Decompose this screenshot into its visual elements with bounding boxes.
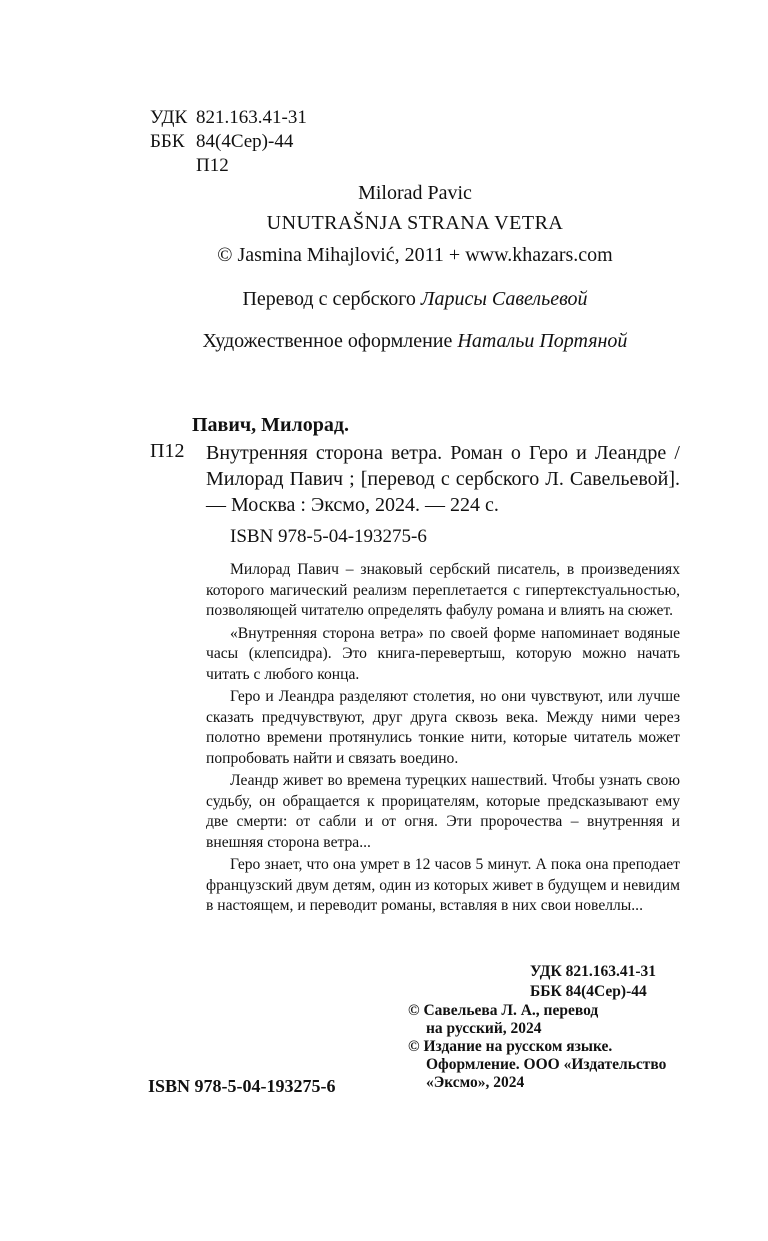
- original-copyright: © Jasmina Mihajlović, 2011 + www.khazars.com: [217, 244, 613, 266]
- bbk-label: ББК: [150, 131, 185, 152]
- copyright-translation-line: © Савельева Л. А., перевод: [408, 1002, 599, 1019]
- bib-code: П12: [150, 440, 185, 462]
- copyright-translation-line: на русский, 2024: [426, 1020, 542, 1037]
- original-author: Milorad Pavic: [358, 182, 472, 204]
- udk-label: УДК: [150, 107, 188, 128]
- classification-block: [150, 106, 307, 178]
- translation-credit: [150, 288, 680, 311]
- footer-udk: УДК 821.163.41-31: [530, 963, 656, 980]
- footer-classification: [530, 962, 656, 1002]
- copyright-edition-line: Оформление. ООО «Издательство: [426, 1056, 667, 1073]
- footer-isbn: ISBN 978-5-04-193275-6: [148, 1076, 336, 1096]
- translation-prefix: Перевод с сербского: [242, 288, 416, 310]
- design-credit: [150, 330, 680, 353]
- designer-name: Натальи Портяной: [457, 330, 628, 352]
- author-mark-row: [150, 154, 307, 178]
- annotation-paragraph: Милорад Павич – знаковый сербский писатель, в произведениях которого магический реализм переплетается с гипертекстуальностью, позволяющей читателю определять фабулу романа и влиять на сюжет.: [206, 561, 680, 619]
- copyright-edition-line: «Эксмо», 2024: [426, 1074, 525, 1091]
- original-title: UNUTRAŠNJA STRANA VETRA: [266, 212, 564, 234]
- annotation-paragraph: Геро и Леандра разделяют столетия, но они чувствуют, или лучше сказать предчувствуют, друг друга сквозь века. Между ними через полотно времени протянулись тонкие нити, которые читатель может попробовать найти и связать воедино.: [206, 688, 680, 767]
- bib-isbn: ISBN 978-5-04-193275-6: [230, 526, 427, 547]
- bib-description: Внутренняя сторона ветра. Роман о Геро и Леандре / Милорад Павич ; [перевод с сербского Л. Савельевой]. — Москва : Эксмо, 2024. — 224 с.: [206, 442, 680, 516]
- annotation-paragraph: «Внутренняя сторона ветра» по своей форме напоминает водяные часы (клепсидра). Это книга-перевертыш, которую можно начать читать с любого конца.: [206, 624, 680, 683]
- bbk-value: 84(4Сер)-44: [196, 131, 294, 152]
- footer-copyrights: [408, 1002, 698, 1092]
- udk-value: 821.163.41-31: [196, 107, 307, 128]
- udk-row: [150, 106, 307, 130]
- design-prefix: Художественное оформление: [202, 330, 453, 352]
- annotation-paragraph: Леандр живет во времена турецких нашествий. Чтобы узнать свою судьбу, он обращается к прорицателям, которые предсказывают ему две смерти: от сабли и от огня. Эти пророчества – внутренняя и внешняя сторона ветра...: [206, 772, 680, 851]
- annotation-paragraph: Геро знает, что она умрет в 12 часов 5 минут. А пока она преподает французский двум детям, один из которых живет в будущем и невидим в настоящем, и переводит романы, вставляя в них свои новеллы...: [206, 856, 680, 914]
- bib-heading: Павич, Милорад.: [192, 414, 350, 436]
- bbk-row: [150, 130, 307, 154]
- translator-name: Ларисы Савельевой: [420, 288, 588, 310]
- author-mark: П12: [196, 155, 229, 176]
- copyright-edition-line: © Издание на русском языке.: [408, 1038, 613, 1055]
- footer-bbk: ББК 84(4Сер)-44: [530, 983, 647, 1000]
- annotation: [206, 560, 680, 919]
